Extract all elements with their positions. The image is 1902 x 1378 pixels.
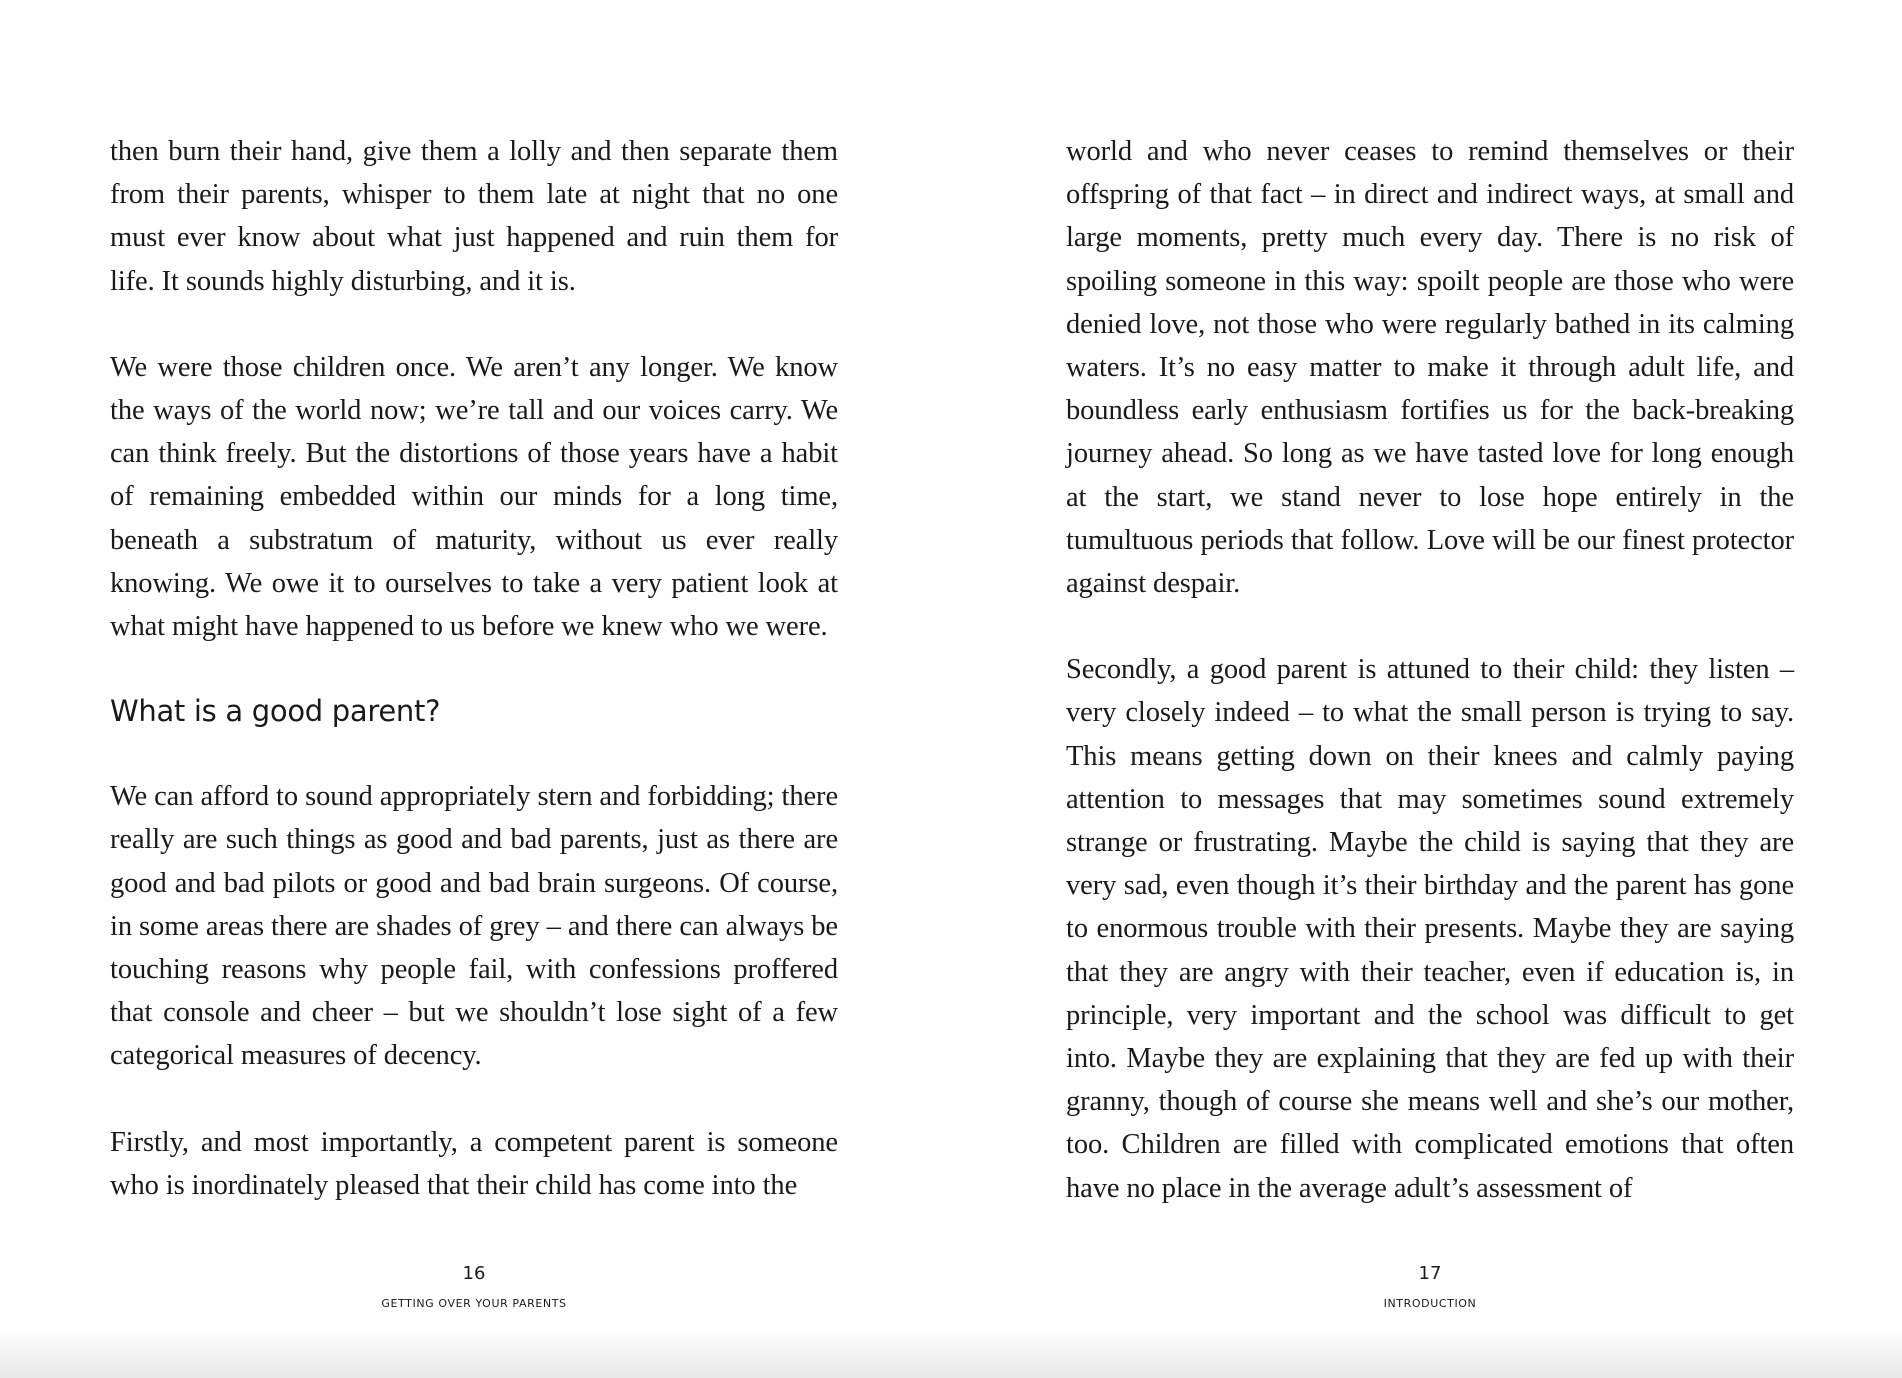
page-number: 16 <box>462 1263 486 1284</box>
body-paragraph: Firstly, and most importantly, a competent parent is someone who is inordinately pleased that their child has come into the <box>110 1126 838 1201</box>
right-page <box>1066 0 1794 1378</box>
body-paragraph: then burn their hand, give them a lolly and then separate them from their parents, whisper to them late at night that no one must ever know about what just happened and ruin them for life. It sounds highly disturbing, and it is. <box>110 136 838 297</box>
left-page-text <box>110 130 838 1207</box>
body-paragraph: We can afford to sound appropriately stern and forbidding; there really are such things as good and bad parents, just as there are good and bad pilots or good and bad brain surgeons. Of course, in some areas there are shades of grey – and there can always be touching reasons why people fail, with confessions proffered that console and cheer – but we shouldn’t lose sight of a few categorical measures of decency. <box>110 781 838 1072</box>
page-number: 17 <box>1418 1263 1442 1284</box>
left-page <box>110 0 838 1378</box>
body-paragraph: Secondly, a good parent is attuned to their child: they listen – very closely indeed – to what the small person is trying to say. This means getting down on their knees and calmly paying attention to messages that may sometimes sound extremely strange or frustrating. Maybe the child is saying that they are very sad, even though it’s their birthday and the parent has gone to enormous trouble with their presents. Maybe they are saying that they are angry with their teacher, even if education is, in principle, very important and the school was difficult to get into. Maybe they are explaining that they are fed up with their granny, though of course she means well and she’s our mother, too. Children are filled with complicated emotions that often have no place in the average adult’s assessment of <box>1066 654 1794 1204</box>
body-paragraph: world and who never ceases to remind themselves or their offspring of that fact – in direct and indirect ways, at small and large moments, pretty much every day. There is no risk of spoiling someone in this way: spoilt people are those who were denied love, not those who were regularly bathed in its calming waters. It’s no easy matter to make it through adult life, and boundless early enthusiasm fortifies us for the back-breaking journey ahead. So long as we have tasted love for long enough at the start, we stand never to lose hope entirely in the tumultuous periods that follow. Love will be our finest protector against despair. <box>1066 136 1794 600</box>
bottom-shadow <box>0 1328 1902 1378</box>
body-paragraph: We were those children once. We aren’t any longer. We know the ways of the world now; we’re tall and our voices carry. We can think freely. But the distortions of those years have a habit of remaining embedded within our minds for a long time, beneath a substratum of maturity, without us ever really knowing. We owe it to ourselves to take a very patient look at what might have happened to us before we knew who we were. <box>110 351 838 643</box>
running-head: GETTING OVER YOUR PARENTS <box>381 1297 567 1310</box>
section-heading: What is a good parent? <box>110 694 441 729</box>
running-head: INTRODUCTION <box>1383 1297 1477 1310</box>
right-page-text <box>1066 130 1794 1210</box>
